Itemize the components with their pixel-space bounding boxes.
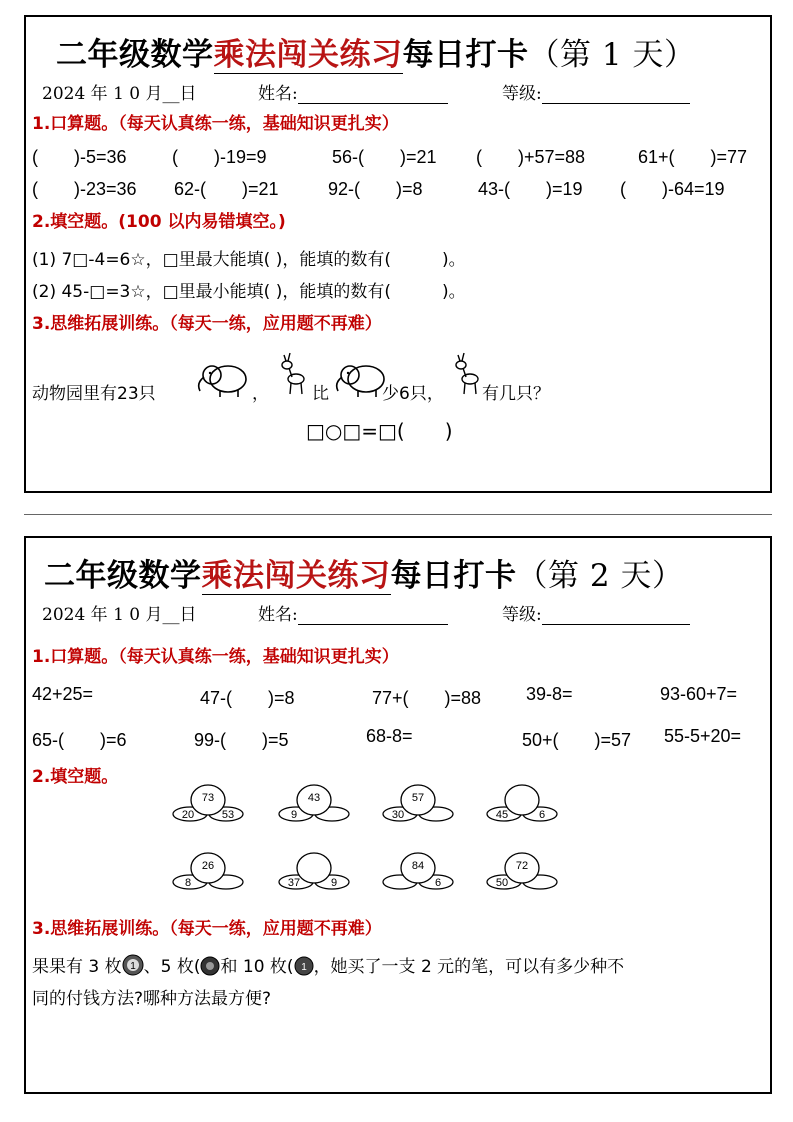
worksheet-card-day2: [24, 536, 772, 1094]
bond-right-number: 9: [330, 877, 338, 889]
word-problem-text: 少6只，: [382, 384, 444, 404]
bond-left-number: 20: [181, 809, 195, 821]
bond-left-number: 8: [184, 877, 192, 889]
equation: 62-( )=21: [174, 179, 279, 199]
elephant-icon: [332, 357, 388, 397]
equation: 42+25=: [32, 684, 94, 704]
answer-template[interactable]: □○□=□( ): [306, 419, 453, 443]
title-middle: 每日打卡: [390, 558, 517, 594]
number-bond: [487, 785, 557, 821]
title-paren-open: （: [528, 37, 560, 73]
title-prefix: 二年级数学: [56, 37, 214, 73]
bond-left-number: 50: [495, 877, 509, 889]
equation: ( )-19=9: [172, 147, 267, 167]
equation: ( )-5=36: [32, 147, 127, 167]
equation: 61+( )=77: [638, 147, 748, 167]
grade-label: 等级:: [502, 605, 542, 625]
number-bond: [173, 785, 243, 821]
info-date: 2024 年 1 0 月__日: [42, 605, 197, 625]
bond-top-number: 57: [411, 792, 425, 804]
info-name: [258, 79, 448, 104]
title-day: 第 1 天: [560, 37, 664, 73]
section-heading: 2.填空题。(100 以内易错填空。): [32, 212, 286, 232]
equation: 47-( )=8: [200, 688, 295, 708]
word-problem-text: ，她买了一支 2 元的笔，可以有多少种不: [313, 957, 625, 977]
deer-icon: [450, 351, 480, 395]
word-problem-line: [32, 952, 624, 977]
number-bonds: [26, 538, 774, 918]
title-highlight: 乘法闯关练习: [213, 37, 403, 73]
title-prefix: 二年级数学: [44, 558, 202, 594]
name-blank[interactable]: [298, 85, 448, 104]
info-grade: [502, 79, 690, 104]
word-problem-text: ，: [252, 384, 269, 404]
deer-icon: [276, 351, 306, 395]
fill-item: (1) 7□-4=6☆，□里最大能填( )，能填的数有( )。: [32, 250, 466, 270]
equation: 56-( )=21: [332, 147, 437, 167]
bond-top-number: 43: [307, 792, 321, 804]
elephant-icon: [194, 357, 250, 397]
bond-top-number: 72: [515, 860, 529, 872]
word-problem-text: 有几只？: [482, 384, 550, 404]
bond-top-number: 84: [411, 860, 425, 872]
equation: 65-( )=6: [32, 730, 127, 750]
word-problem-text: 和 10 枚(: [220, 957, 294, 977]
worksheet-card-day1: [24, 15, 772, 493]
number-bond: [279, 785, 349, 821]
number-bond: [279, 853, 349, 889]
equation: 43-( )=19: [478, 179, 583, 199]
bond-right-number: 6: [434, 877, 442, 889]
title-day: 第 2 天: [548, 558, 652, 594]
one-jiao-coin-icon: [294, 956, 314, 976]
bond-left-number: 30: [391, 809, 405, 821]
section-heading: 1.口算题。（每天认真练一练，基础知识更扎实）: [32, 114, 399, 134]
title-paren-close: ）: [651, 558, 684, 594]
number-bond: [173, 853, 243, 889]
bond-left-number: 45: [495, 809, 509, 821]
name-label: 姓名:: [258, 84, 298, 104]
word-problem-text: 比: [312, 384, 329, 404]
svg-text:1: 1: [300, 962, 307, 973]
number-bond: [487, 853, 557, 889]
equation: 92-( )=8: [328, 179, 423, 199]
word-problem-text: 、5 枚(: [143, 957, 201, 977]
title-middle: 每日打卡: [402, 37, 529, 73]
fill-item: (2) 45-□=3☆，□里最小能填( )，能填的数有( )。: [32, 282, 466, 302]
equation: 55-5+20=: [664, 726, 742, 746]
bond-top-circle[interactable]: [297, 853, 331, 883]
name-label: 姓名:: [258, 605, 298, 625]
section-heading: 3.思维拓展训练。（每天一练，应用题不再难）: [32, 314, 382, 334]
word-problem-text: 同的付钱方法?哪种方法最方便?: [32, 989, 272, 1009]
grade-blank[interactable]: [542, 85, 690, 104]
equation: 68-8=: [366, 726, 413, 746]
title-paren-open: （: [516, 558, 548, 594]
one-yuan-coin-icon: [122, 954, 144, 976]
section-heading: 1.口算题。（每天认真练一练，基础知识更扎实）: [32, 647, 399, 667]
equation: 93-60+7=: [660, 684, 738, 704]
equation: 99-( )=5: [194, 730, 289, 750]
card-title: [56, 29, 695, 74]
equation: ( )+57=88: [476, 147, 586, 167]
grade-label: 等级:: [502, 84, 542, 104]
bond-left-number: 37: [287, 877, 301, 889]
bond-right-number: 6: [538, 809, 546, 821]
svg-text:1: 1: [129, 961, 136, 972]
title-highlight: 乘法闯关练习: [201, 558, 391, 594]
bond-top-circle[interactable]: [505, 785, 539, 815]
equation: 39-8=: [526, 684, 573, 704]
title-paren-close: ）: [663, 37, 696, 73]
number-bond: [383, 785, 453, 821]
bond-right-number: 53: [221, 809, 235, 821]
info-date: 2024 年 1 0 月__日: [42, 84, 197, 104]
bond-left-number: 9: [290, 809, 298, 821]
equation: 77+( )=88: [372, 688, 482, 708]
section-heading: 2.填空题。: [32, 767, 119, 787]
bond-top-number: 73: [201, 792, 215, 804]
five-jiao-coin-icon: [200, 956, 220, 976]
equation: 50+( )=57: [522, 730, 632, 750]
equation: ( )-23=36: [32, 179, 137, 199]
number-bond: [383, 853, 453, 889]
section-heading: 3.思维拓展训练。（每天一练，应用题不再难）: [32, 919, 382, 939]
word-problem-text: 动物园里有23只: [32, 384, 156, 404]
word-problem-text: 果果有 3 枚: [32, 957, 122, 977]
equation: ( )-64=19: [620, 179, 725, 199]
bond-top-number: 26: [201, 860, 215, 872]
card-separator: [24, 514, 772, 515]
